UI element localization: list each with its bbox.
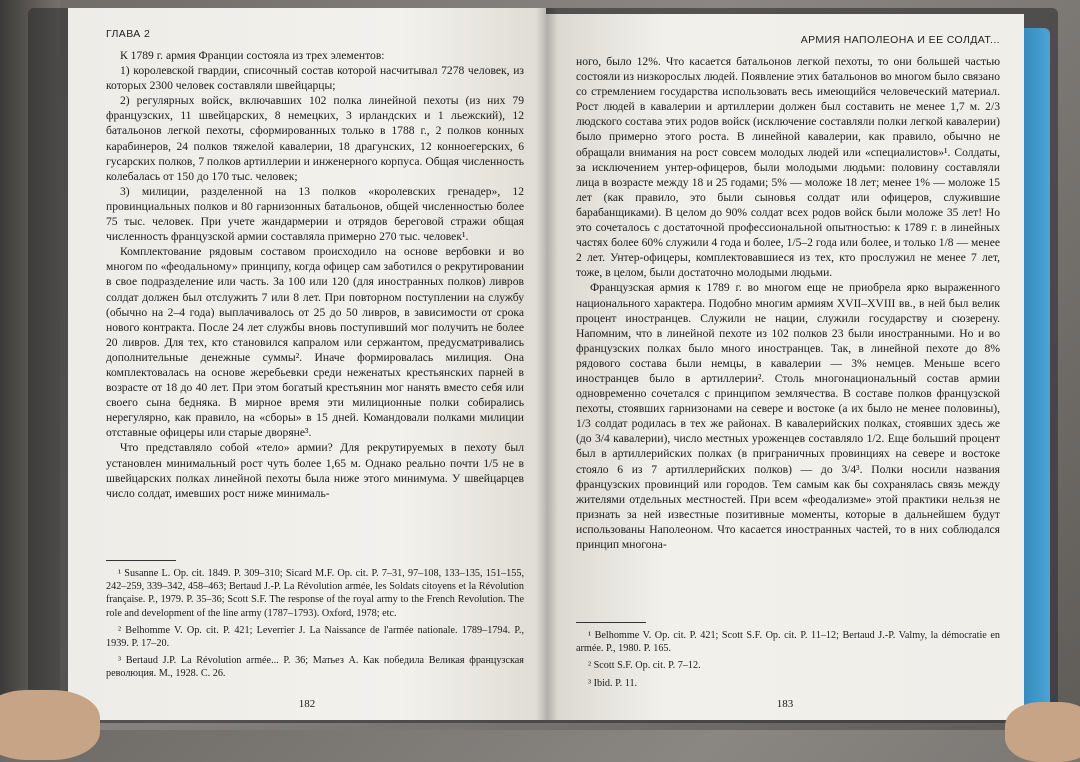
right-thumb	[1005, 702, 1080, 762]
right-running-head: АРМИЯ НАПОЛЕОНА И ЕЕ СОЛДАТ...	[800, 34, 1000, 46]
footnote: ³ Bertaud J.P. La Révolution armée... P. 36; Матьез А. Как победила Великая французская революция. М., 1928. С. 26.	[106, 655, 524, 680]
right-page-number: 183	[776, 698, 794, 710]
footnote: ² Scott S.F. Op. cit. P. 7–12.	[588, 660, 701, 672]
footnote-rule	[106, 560, 176, 561]
left-thumb	[0, 690, 100, 760]
footnote: ¹ Belhomme V. Op. cit. P. 421; Scott S.F. Op. cit. P. 11–12; Bertaud J.-P. Valmy, la démocratie en armée. P., 1980. P. 165.	[576, 630, 1000, 655]
left-paragraph: 1) королевской гвардии, списочный состав которой насчитывал 7278 человек, из которых 2300 человек составляли швейцарцы;	[106, 64, 524, 93]
left-paragraph: Что представляло собой «тело» армии? Для рекрутируемых в пехоту был установлен минимальный рост чуть более 1,65 м. Однако реально почти 1/5 не в швейцарских полках линейной пехоты была ниже этого минимума. У швейцарцев число солдат, имевших рост ниже минималь-	[106, 441, 524, 500]
left-paragraph: 3) милиции, разделенной на 13 полков «королевских гренадер», 12 провинциальных полков и 80 гарнизонных батальонов, общей численностью более 75 тыс. человек. При учете жандармерии и отрядов береговой стражи общая численность французской армии составляла примерно 270 тыс. человек¹.	[106, 184, 524, 244]
right-paragraph: ного, было 12%. Что касается батальонов легкой пехоты, то они большей частью состояли из низкорослых людей. Появление этих батальонов во многом было связано со стремлением государства использовать весь имеющийся человеческий материал. Рост людей в кавалерии и артиллерии должен был составить не менее 1,7 м. 2/3 людского состава этих родов войск (исключение составляли полки легкой кавалерии) было примерно этого роста. В линейной кавалерии, как правило, обычно не обращали внимания на рост совсем молодых людей или «специалистов»¹. Солдаты, за исключением унтер-офицеров, были молодыми людьми: половину составляли лица в возрасте между 18 и 25 годами; 5% — моложе 18 лет; менее 1% — моложе 15 лет (как правило, это были сыновья солдат или офицеров, служившие барабанщиками). В целом до 90% солдат всех родов войск были моложе 35 лет! Но это сочеталось с достаточной профессиональной опытностью: к 1789 г. в линейных частях более 60% служили 4 года и более, 1/5–2 года или более, и только 1/8 — менее 2 лет. Унтер-офицеры, комплектовавшиеся из тех, кто прослужил не менее 7 лет, тоже, в целом, были достаточно молодыми людьми.	[576, 55, 1000, 280]
left-running-head: ГЛАВА 2	[106, 28, 151, 40]
left-paragraph: Комплектование рядовым составом происходило на основе вербовки и во многом по «феодальному» принципу, когда офицер сам заботился о рекрутировании в свое подразделение или часть. За 100 или 120 (для иностранных полков) ливров солдат должен был отслужить 7 или 8 лет. При повторном поступлении на службу (обычно на 2–4 года) выплачивалось от 25 до 50 ливров, в зависимости от срока нового контракта. После 24 лет службы вновь поступивший мог получить не более 20 ливров. Для тех, кто становился капралом или сержантом, предусматривались дополнительные денежные суммы². Иначе формировалась милиция. Она комплектовалась на основе жеребьевки среди неженатых крестьянских парней в возрасте от 18 до 40 лет. При этом богатый крестьянин мог нанять вместо себя или своего сына бедняка. В мирное время эти милиционные полки собирались нерегулярно, как правило, на «сборы» в 15 дней. Командовали полками милиции отставные офицеры или старые дворяне³.	[106, 245, 524, 440]
left-page	[68, 8, 546, 720]
right-paragraph: Французская армия к 1789 г. во многом еще не приобрела ярко выраженного национального характера. Подобно многим армиям XVII–XVIII вв., в ней был велик процент иностранцев. Служили не нации, служили государству и сюзерену. Напомним, что в линейной пехоте из 102 полков 23 были иностранными. Но и во французских полках было много иностранцев. Так, в линейной пехоте до 8% рядового состава были немцы, в кавалерии — 3% немцев. Меньше всего иностранцев было в артиллерии². Столь многонациональный состав армии одновременно сочетался с принципом землячества. В составе полков французской пехоты, стоявших гарнизонами на севере и востоке (а их было не менее половины), 1/3 солдат родилась в тех же районах. В кавалерийских полках, стоявших здесь же (до 3/4 кавалерии), число местных уроженцев составляло 1/2. Еще больший процент был в артиллерийских полках (в приграничных провинциях на севере и востоке стояло 6 из 7 артиллерийских полков) — до 3/4³. Полки носили названия французских провинций или городов. Тем самым как бы сохранялась связь между жителями отдельных местностей. При всем «феодализме» этой практики нельзя не признать за ней известные позитивные моменты, которые в дальнейшем будут использованы Наполеоном. Что касается иностранных частей, то в них соблюдался принцип многона-	[576, 281, 1000, 551]
footnote-rule	[576, 622, 646, 623]
right-body-text	[576, 54, 1000, 552]
left-footnotes	[106, 560, 524, 685]
footnote: ³ Ibid. P. 11.	[588, 677, 638, 689]
left-body-text	[106, 48, 524, 501]
footnote: ¹ Susanne L. Op. cit. 1849. P. 309–310; Sicard M.F. Op. cit. P. 7–31, 97–108, 133–135, 151–155, 242–259, 339–342, 458–463; Bertaud J.-P. La Révolution armée, les Soldats citoyens et la Révolution française. P., 1979. P. 35–36; Scott S.F. The response of the royal army to the French Revolution. The role and development of the line army (1787–1793). Oxford, 1978; etc.	[106, 568, 524, 619]
left-page-number: 182	[298, 698, 316, 710]
left-paragraph: К 1789 г. армия Франции состояла из трех элементов:	[120, 49, 385, 62]
footnote: ² Belhomme V. Op. cit. P. 421; Leverrier J. La Naissance de l'armée nationale. 1789–1794. P., 1939. P. 17–20.	[106, 624, 524, 650]
right-footnotes	[576, 622, 1000, 694]
left-paragraph: 2) регулярных войск, включавших 102 полка линейной пехоты (из них 79 французских, 11 швейцарских, 8 немецких, 3 ирландских и 1 льежский), 12 батальонов легкой пехоты, сформированных только в 1788 г., 2 полков конных карабинеров, 24 полков тяжелой кавалерии, 18 драгунских, 12 конноегерских, 6 гусарских полков, 7 полков артиллерии и инженерного корпуса. Общая численность колебалась от 150 до 170 тыс. человек;	[106, 94, 525, 183]
book-gutter	[536, 8, 558, 720]
right-page	[546, 14, 1024, 720]
